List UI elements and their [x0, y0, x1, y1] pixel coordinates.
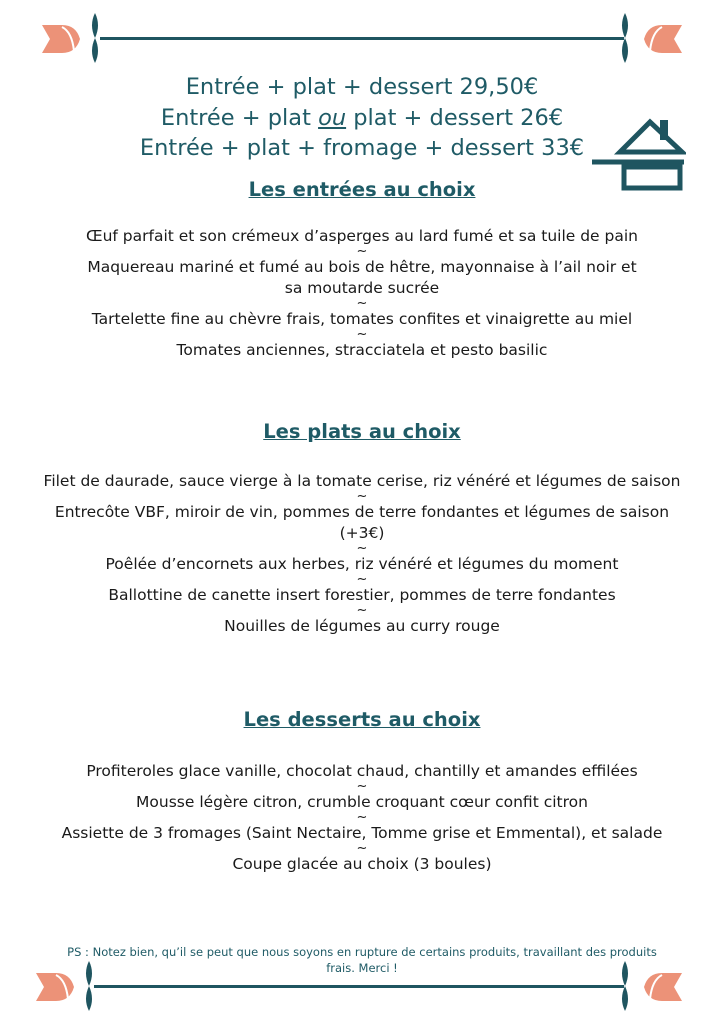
formula-2-part-2: plat + dessert 26€ — [346, 104, 564, 131]
list-item: Œuf parfait et son crémeux d’asperges au lard fumé et sa tuile de pain — [85, 227, 638, 245]
list-item: Nouilles de légumes au curry rouge — [224, 617, 500, 635]
entrees-list — [0, 226, 724, 361]
separator: ~ — [356, 779, 368, 794]
ps-line-1: PS : Notez bien, qu’il se peut que nous soyons en rupture de certains produits, travaillant des produits — [67, 945, 657, 959]
separator: ~ — [356, 810, 368, 825]
list-item: Mousse légère citron, crumble croquant cœur confit citron — [136, 793, 588, 811]
list-item: Tartelette fine au chèvre frais, tomates confites et vinaigrette au miel — [91, 310, 633, 328]
separator: ~ — [356, 489, 368, 504]
formula-2-ou: ou — [318, 104, 347, 131]
separator: ~ — [356, 244, 368, 259]
top-divider — [100, 37, 624, 40]
separator: ~ — [356, 327, 368, 342]
top-left-flower-icon — [40, 22, 94, 56]
separator: ~ — [356, 841, 368, 856]
desserts-title: Les desserts au choix — [243, 708, 481, 731]
list-item: Maquereau mariné et fumé au bois de hêtre, mayonnaise à l’ail noir et sa moutarde sucrée — [87, 258, 637, 297]
list-item: Poêlée d’encornets aux herbes, riz vénéré et légumes du moment — [105, 555, 619, 573]
desserts-list — [0, 761, 724, 875]
list-item: Entrecôte VBF, miroir de vin, pommes de terre fondantes et légumes de saison (+3€) — [54, 503, 670, 542]
separator: ~ — [356, 572, 368, 587]
formula-1: Entrée + plat + dessert 29,50€ — [185, 74, 539, 100]
entrees-title: Les entrées au choix — [248, 178, 476, 201]
top-right-flower-icon — [630, 22, 684, 56]
list-item: Ballottine de canette insert forestier, pommes de terre fondantes — [108, 586, 616, 604]
list-item: Assiette de 3 fromages (Saint Nectaire, Tomme grise et Emmental), et salade — [61, 824, 663, 842]
plats-list — [0, 471, 724, 637]
ps-line-2: frais. Merci ! — [326, 961, 398, 975]
separator: ~ — [356, 296, 368, 311]
bottom-divider — [94, 985, 624, 988]
formula-2-part-1: Entrée + plat — [160, 104, 319, 131]
separator: ~ — [356, 603, 368, 618]
list-item: Filet de daurade, sauce vierge à la tomate cerise, riz vénéré et légumes de saison — [43, 472, 681, 490]
separator: ~ — [356, 541, 368, 556]
formula-3: Entrée + plat + fromage + dessert 33€ — [139, 135, 585, 161]
bottom-right-flower-icon — [630, 970, 684, 1004]
bottom-left-flower-icon — [34, 970, 88, 1004]
ps-note — [0, 944, 724, 976]
list-item: Tomates anciennes, stracciatela et pesto basilic — [176, 341, 548, 359]
plats-title: Les plats au choix — [263, 420, 461, 443]
list-item: Coupe glacée au choix (3 boules) — [232, 855, 492, 873]
list-item: Profiteroles glace vanille, chocolat chaud, chantilly et amandes effilées — [86, 762, 638, 780]
